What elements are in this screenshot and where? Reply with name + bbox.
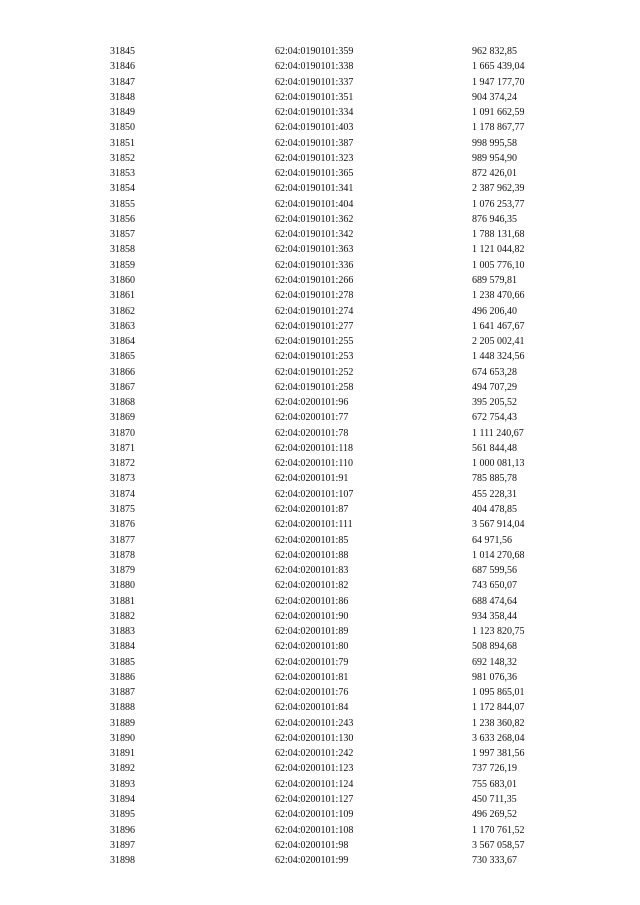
cadastral-value: 1 095 865,01 xyxy=(472,687,525,699)
cadastral-number: 62:04:0190101:323 xyxy=(275,152,354,164)
cadastral-number: 62:04:0200101:107 xyxy=(275,488,354,500)
cadastral-value: 1 121 044,82 xyxy=(472,244,525,256)
cadastral-value: 1 000 081,13 xyxy=(472,458,525,470)
cadastral-value: 404 478,85 xyxy=(472,503,517,515)
row-number: 31888 xyxy=(110,702,135,714)
cadastral-value: 1 178 867,77 xyxy=(472,122,525,134)
cadastral-number: 62:04:0190101:334 xyxy=(275,107,354,119)
row-number: 31891 xyxy=(110,748,135,760)
row-number: 31872 xyxy=(110,458,135,470)
cadastral-value: 450 711,35 xyxy=(472,794,517,806)
cadastral-value: 674 653,28 xyxy=(472,366,517,378)
cadastral-number: 62:04:0200101:108 xyxy=(275,824,354,836)
cadastral-value: 64 971,56 xyxy=(472,534,512,546)
cadastral-number: 62:04:0200101:91 xyxy=(275,473,349,485)
cadastral-value: 755 683,01 xyxy=(472,778,517,790)
cadastral-number: 62:04:0200101:78 xyxy=(275,427,349,439)
cadastral-value: 687 599,56 xyxy=(472,565,517,577)
row-number: 31866 xyxy=(110,366,135,378)
row-number: 31861 xyxy=(110,290,135,302)
row-number: 31879 xyxy=(110,565,135,577)
row-number: 31890 xyxy=(110,732,135,744)
cadastral-value: 455 228,31 xyxy=(472,488,517,500)
row-number: 31854 xyxy=(110,183,135,195)
row-number: 31856 xyxy=(110,213,135,225)
cadastral-number: 62:04:0190101:338 xyxy=(275,61,354,73)
cadastral-value: 2 205 002,41 xyxy=(472,336,525,348)
row-number: 31889 xyxy=(110,717,135,729)
cadastral-number: 62:04:0190101:336 xyxy=(275,259,354,271)
cadastral-value: 743 650,07 xyxy=(472,580,517,592)
cadastral-number: 62:04:0200101:110 xyxy=(275,458,353,470)
cadastral-number: 62:04:0200101:90 xyxy=(275,610,349,622)
row-number: 31858 xyxy=(110,244,135,256)
row-number: 31850 xyxy=(110,122,135,134)
cadastral-number: 62:04:0190101:255 xyxy=(275,336,354,348)
cadastral-number: 62:04:0190101:342 xyxy=(275,229,354,241)
row-number: 31863 xyxy=(110,320,135,332)
cadastral-value: 785 885,78 xyxy=(472,473,517,485)
cadastral-value: 561 844,48 xyxy=(472,442,517,454)
cadastral-number: 62:04:0200101:82 xyxy=(275,580,349,592)
row-number: 31882 xyxy=(110,610,135,622)
row-number: 31881 xyxy=(110,595,135,607)
row-number: 31868 xyxy=(110,397,135,409)
row-number: 31859 xyxy=(110,259,135,271)
cadastral-value: 989 954,90 xyxy=(472,152,517,164)
cadastral-number: 62:04:0190101:277 xyxy=(275,320,354,332)
cadastral-number: 62:04:0190101:253 xyxy=(275,351,354,363)
row-number: 31862 xyxy=(110,305,135,317)
row-number: 31846 xyxy=(110,61,135,73)
cadastral-number: 62:04:0190101:404 xyxy=(275,198,354,210)
cadastral-value: 3 567 058,57 xyxy=(472,839,525,851)
cadastral-value: 688 474,64 xyxy=(472,595,517,607)
cadastral-value: 1 665 439,04 xyxy=(472,61,525,73)
row-number: 31852 xyxy=(110,152,135,164)
cadastral-value: 689 579,81 xyxy=(472,274,517,286)
row-number: 31864 xyxy=(110,336,135,348)
cadastral-value: 1 005 776,10 xyxy=(472,259,525,271)
cadastral-value: 1 091 662,59 xyxy=(472,107,525,119)
cadastral-value: 962 832,85 xyxy=(472,46,517,57)
cadastral-number: 62:04:0200101:118 xyxy=(275,442,353,454)
cadastral-number: 62:04:0190101:351 xyxy=(275,91,354,103)
cadastral-number: 62:04:0200101:89 xyxy=(275,626,349,638)
row-number: 31869 xyxy=(110,412,135,424)
cadastral-number: 62:04:0200101:76 xyxy=(275,687,349,699)
cadastral-number: 62:04:0200101:99 xyxy=(275,855,349,867)
row-number: 31874 xyxy=(110,488,135,500)
cadastral-value: 1 238 360,82 xyxy=(472,717,525,729)
row-number: 31865 xyxy=(110,351,135,363)
row-number: 31892 xyxy=(110,763,135,775)
cadastral-value: 730 333,67 xyxy=(472,855,517,867)
cadastral-value: 1 172 844,07 xyxy=(472,702,525,714)
cadastral-number: 62:04:0190101:387 xyxy=(275,137,354,149)
cadastral-value: 872 426,01 xyxy=(472,168,517,180)
cadastral-number: 62:04:0190101:363 xyxy=(275,244,354,256)
cadastral-value: 1 076 253,77 xyxy=(472,198,525,210)
row-number: 31897 xyxy=(110,839,135,851)
row-number: 31893 xyxy=(110,778,135,790)
cadastral-value: 496 269,52 xyxy=(472,809,517,821)
cadastral-number: 62:04:0200101:84 xyxy=(275,702,349,714)
cadastral-value: 1 788 131,68 xyxy=(472,229,525,241)
cadastral-number: 62:04:0200101:123 xyxy=(275,763,354,775)
cadastral-number: 62:04:0200101:127 xyxy=(275,794,354,806)
cadastral-number: 62:04:0200101:86 xyxy=(275,595,349,607)
cadastral-value: 1 997 381,56 xyxy=(472,748,525,760)
row-number: 31855 xyxy=(110,198,135,210)
cadastral-value: 876 946,35 xyxy=(472,213,517,225)
cadastral-number: 62:04:0200101:109 xyxy=(275,809,354,821)
cadastral-value: 904 374,24 xyxy=(472,91,517,103)
cadastral-value: 737 726,19 xyxy=(472,763,517,775)
cadastral-number: 62:04:0190101:365 xyxy=(275,168,354,180)
cadastral-value: 496 206,40 xyxy=(472,305,517,317)
cadastral-number: 62:04:0200101:124 xyxy=(275,778,354,790)
row-number: 31867 xyxy=(110,381,135,393)
row-number: 31870 xyxy=(110,427,135,439)
cadastral-value: 672 754,43 xyxy=(472,412,517,424)
cadastral-value: 934 358,44 xyxy=(472,610,517,622)
cadastral-value: 1 111 240,67 xyxy=(472,427,524,439)
cadastral-number: 62:04:0200101:88 xyxy=(275,549,349,561)
cadastral-number: 62:04:0190101:341 xyxy=(275,183,354,195)
cadastral-value: 395 205,52 xyxy=(472,397,517,409)
cadastral-number: 62:04:0200101:83 xyxy=(275,565,349,577)
cadastral-number: 62:04:0200101:96 xyxy=(275,397,349,409)
cadastral-value: 1 947 177,70 xyxy=(472,76,525,88)
cadastral-value: 3 633 268,04 xyxy=(472,732,525,744)
row-number: 31880 xyxy=(110,580,135,592)
cadastral-number: 62:04:0190101:403 xyxy=(275,122,354,134)
cadastral-value: 3 567 914,04 xyxy=(472,519,525,531)
row-number: 31895 xyxy=(110,809,135,821)
row-number: 31848 xyxy=(110,91,135,103)
cadastral-number: 62:04:0190101:359 xyxy=(275,46,354,57)
cadastral-number: 62:04:0200101:111 xyxy=(275,519,353,531)
row-number: 31885 xyxy=(110,656,135,668)
cadastral-number: 62:04:0200101:243 xyxy=(275,717,354,729)
cadastral-number: 62:04:0190101:278 xyxy=(275,290,354,302)
cadastral-number: 62:04:0200101:77 xyxy=(275,412,349,424)
cadastral-value: 508 894,68 xyxy=(472,641,517,653)
cadastral-number: 62:04:0200101:85 xyxy=(275,534,349,546)
cadastral-number: 62:04:0200101:98 xyxy=(275,839,349,851)
cadastral-number: 62:04:0200101:130 xyxy=(275,732,354,744)
row-number: 31845 xyxy=(110,46,135,57)
row-number: 31898 xyxy=(110,855,135,867)
cadastral-value: 2 387 962,39 xyxy=(472,183,525,195)
cadastral-value: 1 238 470,66 xyxy=(472,290,525,302)
row-number: 31860 xyxy=(110,274,135,286)
row-number: 31851 xyxy=(110,137,135,149)
row-number: 31878 xyxy=(110,549,135,561)
row-number: 31849 xyxy=(110,107,135,119)
cadastral-value: 1 448 324,56 xyxy=(472,351,525,363)
cadastral-value: 1 014 270,68 xyxy=(472,549,525,561)
cadastral-value: 1 123 820,75 xyxy=(472,626,525,638)
cadastral-number: 62:04:0200101:79 xyxy=(275,656,349,668)
cadastral-value: 494 707,29 xyxy=(472,381,517,393)
cadastral-number: 62:04:0200101:80 xyxy=(275,641,349,653)
cadastral-value: 692 148,32 xyxy=(472,656,517,668)
row-number: 31847 xyxy=(110,76,135,88)
row-number: 31871 xyxy=(110,442,135,454)
row-number: 31875 xyxy=(110,503,135,515)
cadastral-number: 62:04:0200101:87 xyxy=(275,503,349,515)
row-number: 31884 xyxy=(110,641,135,653)
cadastral-value: 1 170 761,52 xyxy=(472,824,525,836)
cadastral-value: 1 641 467,67 xyxy=(472,320,525,332)
cadastral-number: 62:04:0200101:242 xyxy=(275,748,354,760)
cadastral-value: 981 076,36 xyxy=(472,671,517,683)
row-number: 31873 xyxy=(110,473,135,485)
cadastral-number: 62:04:0190101:274 xyxy=(275,305,354,317)
cadastral-number: 62:04:0190101:258 xyxy=(275,381,354,393)
row-number: 31887 xyxy=(110,687,135,699)
cadastral-number: 62:04:0190101:337 xyxy=(275,76,354,88)
row-number: 31877 xyxy=(110,534,135,546)
row-number: 31876 xyxy=(110,519,135,531)
row-number: 31853 xyxy=(110,168,135,180)
cadastral-number: 62:04:0190101:266 xyxy=(275,274,354,286)
row-number: 31896 xyxy=(110,824,135,836)
cadastral-value: 998 995,58 xyxy=(472,137,517,149)
row-number: 31894 xyxy=(110,794,135,806)
row-number: 31886 xyxy=(110,671,135,683)
row-number: 31857 xyxy=(110,229,135,241)
cadastral-number: 62:04:0200101:81 xyxy=(275,671,349,683)
cadastral-number: 62:04:0190101:252 xyxy=(275,366,354,378)
cadastral-number: 62:04:0190101:362 xyxy=(275,213,354,225)
row-number: 31883 xyxy=(110,626,135,638)
